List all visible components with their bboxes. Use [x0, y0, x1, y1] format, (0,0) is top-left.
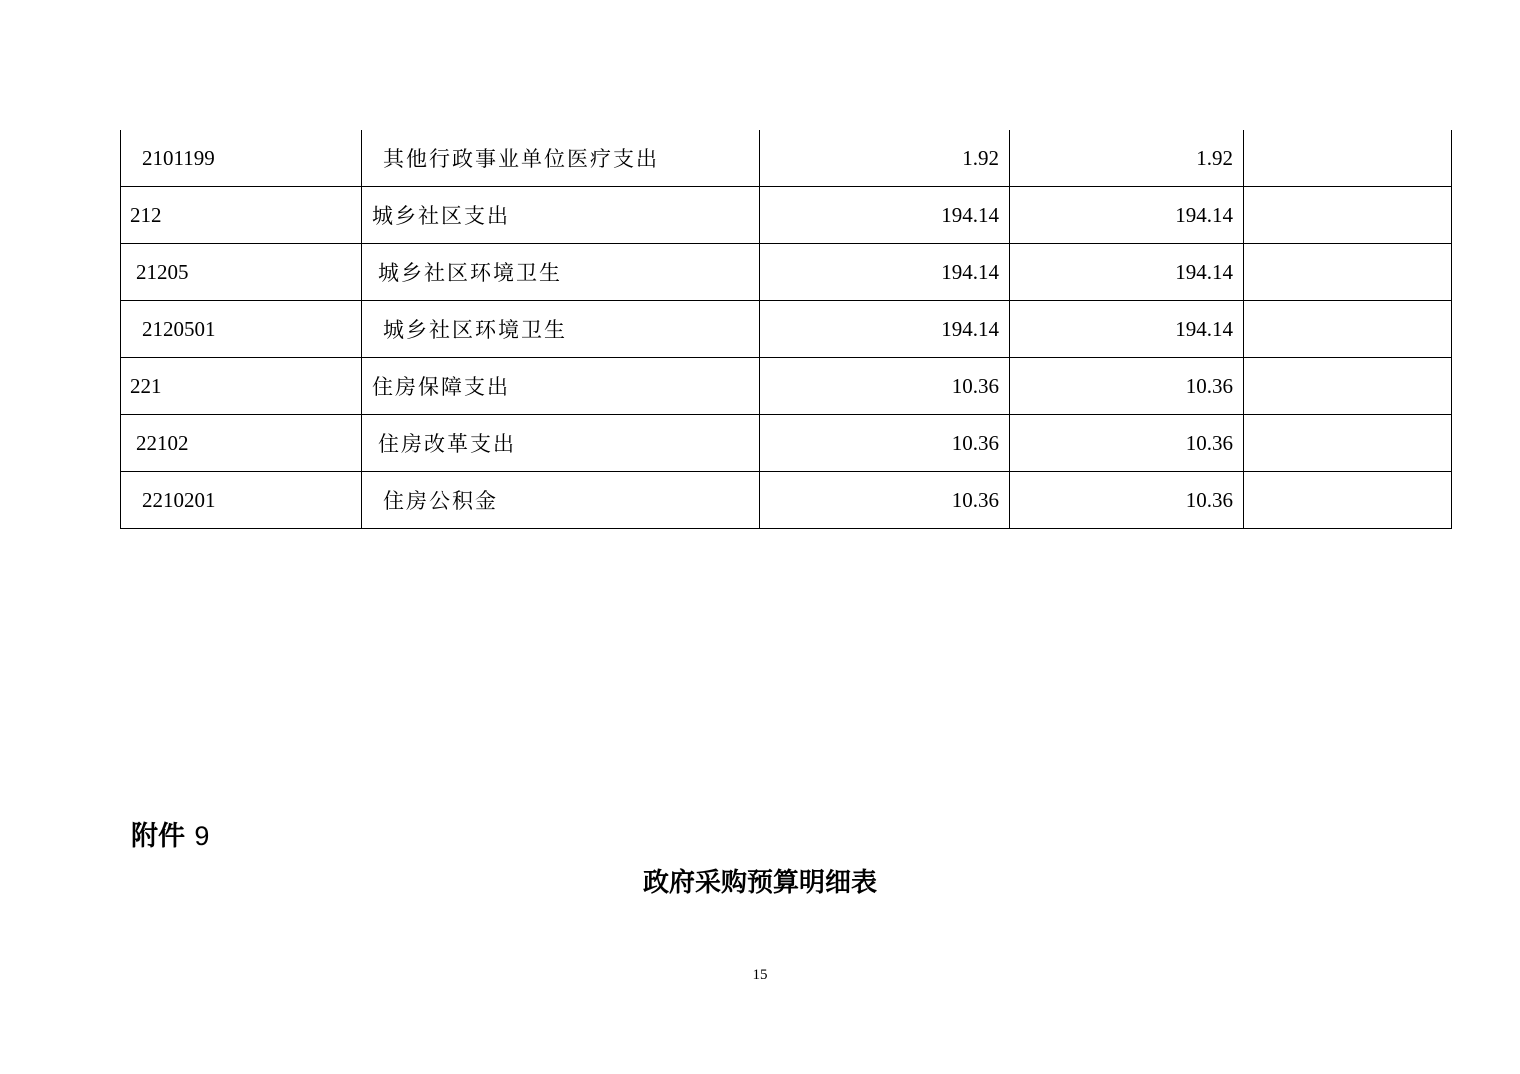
subject-name: 城乡社区环境卫生 — [362, 244, 760, 301]
subject-code: 21205 — [121, 244, 362, 301]
subject-code: 221 — [121, 358, 362, 415]
table-row — [121, 358, 1452, 415]
amount-total: 194.14 — [760, 187, 1010, 244]
attachment-label — [131, 814, 209, 853]
amount-basic: 10.36 — [1010, 472, 1244, 529]
table-row — [121, 187, 1452, 244]
amount-project — [1244, 472, 1452, 529]
amount-total: 10.36 — [760, 358, 1010, 415]
amount-total: 10.36 — [760, 415, 1010, 472]
attachment-text: 附件 — [131, 821, 185, 852]
table-row — [121, 301, 1452, 358]
amount-total: 10.36 — [760, 472, 1010, 529]
table-row — [121, 415, 1452, 472]
subject-name: 住房公积金 — [362, 472, 760, 529]
amount-total: 194.14 — [760, 301, 1010, 358]
subject-code: 2120501 — [121, 301, 362, 358]
page-number: 15 — [752, 967, 768, 983]
amount-total: 194.14 — [760, 244, 1010, 301]
amount-project — [1244, 130, 1452, 187]
amount-basic: 10.36 — [1010, 358, 1244, 415]
subject-name: 城乡社区环境卫生 — [362, 301, 760, 358]
subject-name: 住房保障支出 — [362, 358, 760, 415]
amount-project — [1244, 244, 1452, 301]
amount-project — [1244, 301, 1452, 358]
table-row — [121, 130, 1452, 187]
table-row — [121, 244, 1452, 301]
amount-basic: 194.14 — [1010, 187, 1244, 244]
amount-basic: 10.36 — [1010, 415, 1244, 472]
amount-basic: 1.92 — [1010, 130, 1244, 187]
amount-project — [1244, 187, 1452, 244]
subject-name: 住房改革支出 — [362, 415, 760, 472]
subject-code: 2101199 — [121, 130, 362, 187]
subject-code: 212 — [121, 187, 362, 244]
table-row — [121, 472, 1452, 529]
amount-basic: 194.14 — [1010, 244, 1244, 301]
subject-code: 22102 — [121, 415, 362, 472]
amount-basic: 194.14 — [1010, 301, 1244, 358]
amount-project — [1244, 415, 1452, 472]
amount-project — [1244, 358, 1452, 415]
attachment-number: 9 — [194, 821, 210, 851]
subject-name: 城乡社区支出 — [362, 187, 760, 244]
budget-table — [120, 130, 1452, 529]
document-title: 政府采购预算明细表 — [642, 868, 877, 898]
amount-total: 1.92 — [760, 130, 1010, 187]
subject-name: 其他行政事业单位医疗支出 — [362, 130, 760, 187]
subject-code: 2210201 — [121, 472, 362, 529]
